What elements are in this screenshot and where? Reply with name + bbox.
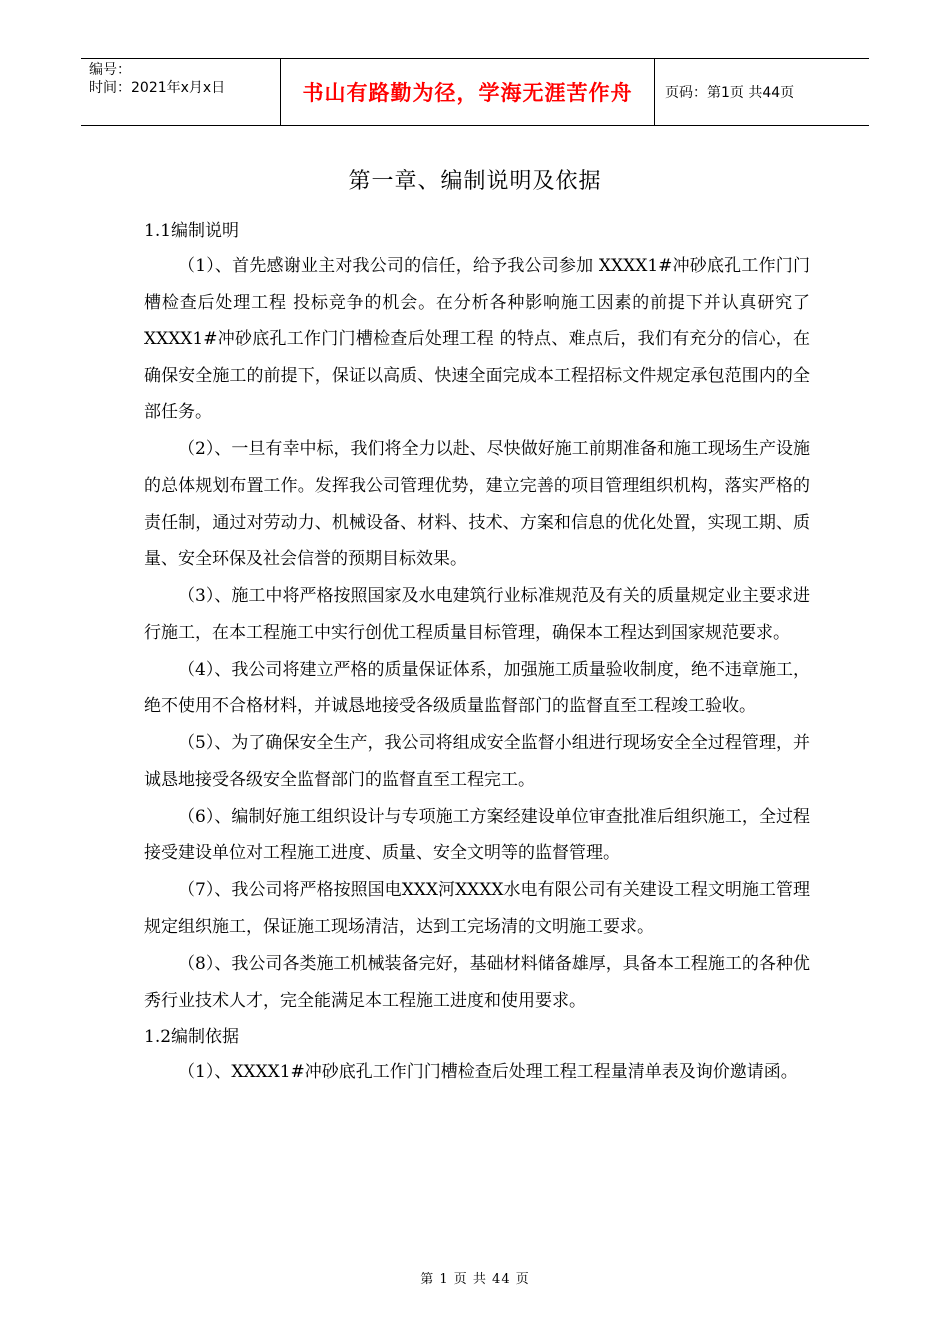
paragraph: （4）、我公司将建立严格的质量保证体系，加强施工质量验收制度，绝不违章施工，绝不使用不合格材料，并诚恳地接受各级质量监督部门的监督直至工程竣工验收。 [144,659,810,717]
header-page-info: 页码：第1页 共44页 [665,85,795,101]
document-body [144,214,810,1091]
paragraph: （1）、首先感谢业主对我公司的信任，给予我公司参加 XXXX1#冲砂底孔工作门门槽检查后处理工程 投标竞争的机会。在分析各种影响施工因素的前提下并认真研究了XXXX1#冲砂底孔工作门门槽检查后处理工程 的特点、难点后，我们有充分的信心，在确保安全施工的前提下，保证以高质、快速全面完成本工程招标文件规定承包范围内的全部任务。 [144,256,810,423]
chapter-title: 第一章、编制说明及依据 [348,169,602,194]
document-time-label: 时间：2021年x月x日 [89,80,226,96]
header-motto: 书山有路勤为径，学海无涯苦作舟 [281,59,655,125]
section-1-1 [144,214,810,1019]
paragraph: （3）、施工中将严格按照国家及水电建筑行业标准规范及有关的质量规定业主要求进行施工，在本工程施工中实行创优工程质量目标管理，确保本工程达到国家规范要求。 [144,586,810,643]
section-heading: 1.1编制说明 [144,221,240,241]
document-number-label: 编号： [89,62,131,78]
paragraph: （2）、一旦有幸中标，我们将全力以赴、尽快做好施工前期准备和施工现场生产设施的总体规划布置工作。发挥我公司管理优势，建立完善的项目管理组织机构，落实严格的责任制，通过对劳动力、机械设备、材料、技术、方案和信息的优化处置，实现工期、质量、安全环保及社会信誉的预期目标效果。 [144,439,810,570]
section-1-2 [144,1020,810,1091]
page-header [81,58,869,126]
section-heading: 1.2编制依据 [144,1026,240,1047]
header-meta [81,59,281,125]
paragraph: （8）、我公司各类施工机械装备完好，基础材料储备雄厚，具备本工程施工的各种优秀行业技术人才，完全能满足本工程施工进度和使用要求。 [144,954,810,1011]
paragraph: （5）、为了确保安全生产，我公司将组成安全监督小组进行现场安全全过程管理，并诚恳地接受各级安全监督部门的监督直至工程完工。 [144,733,810,790]
page-footer: 第 1 页 共 44 页 [420,1272,530,1287]
paragraph: （7）、我公司将严格按照国电XXX河XXXX水电有限公司有关建设工程文明施工管理规定组织施工，保证施工现场清洁，达到工完场清的文明施工要求。 [144,880,810,938]
paragraph: （6）、编制好施工组织设计与专项施工方案经建设单位审查批准后组织施工，全过程接受建设单位对工程施工进度、质量、安全文明等的监督管理。 [144,806,810,864]
paragraph: （1）、XXXX1#冲砂底孔工作门门槽检查后处理工程工程量清单表及询价邀请函。 [178,1061,798,1082]
